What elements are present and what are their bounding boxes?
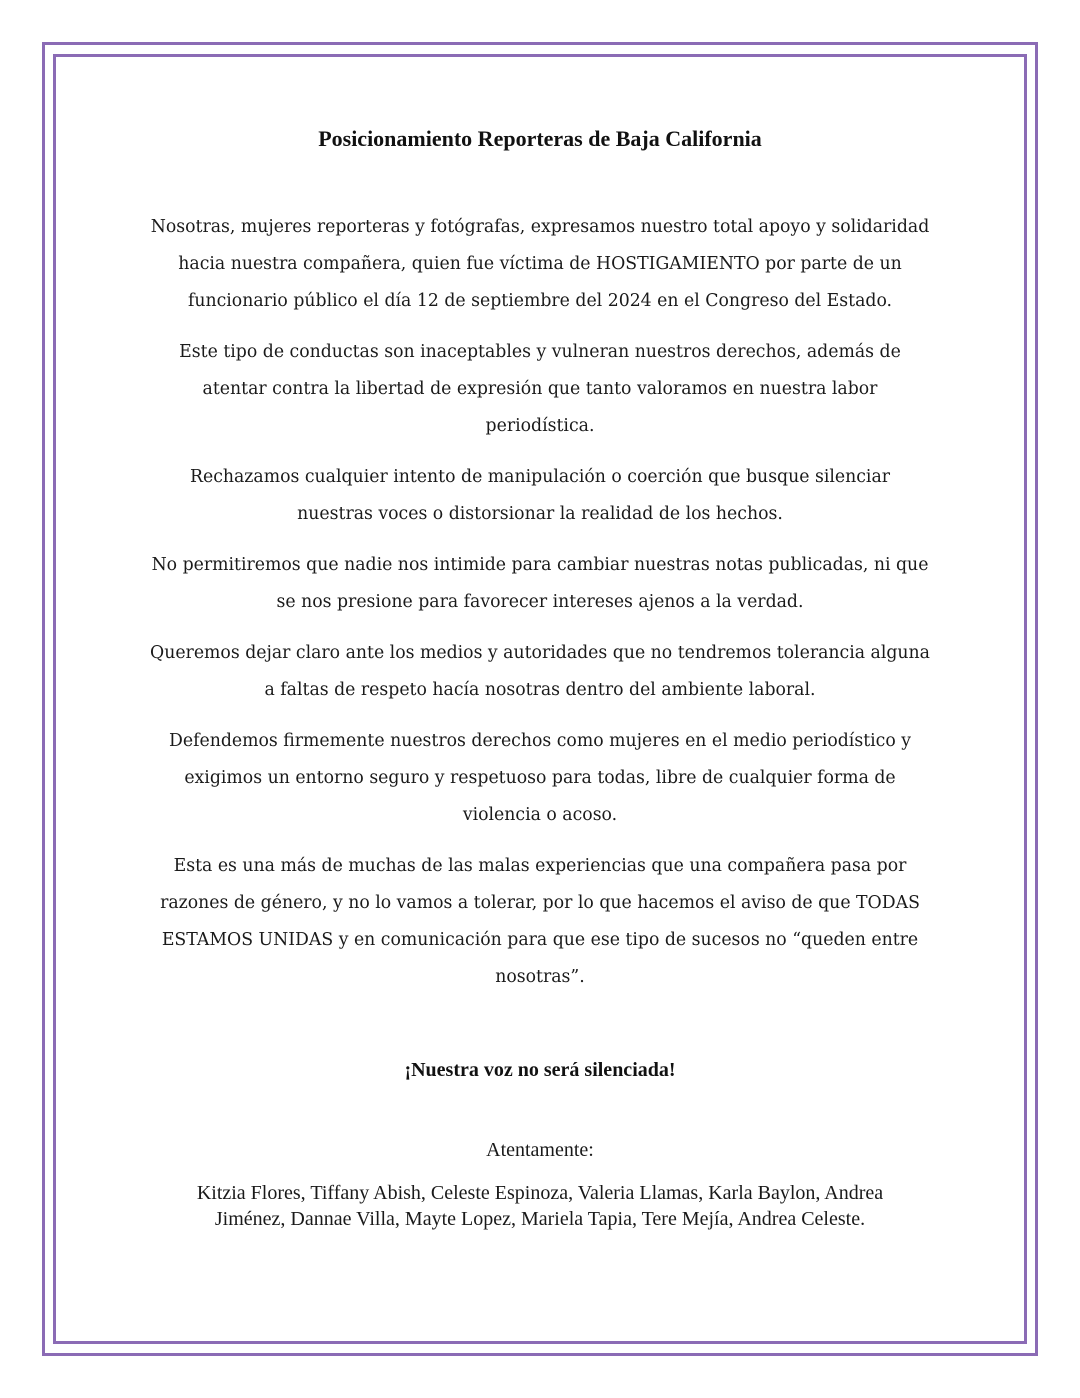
paragraph-united: Esta es una más de muchas de las malas experiencias que una compañera pasa por razones de género, y no lo vamos a tolerar, por lo que hacemos el aviso de que TODAS ESTAMOS UNIDAS y en comunicación para que ese tipo de sucesos no “queden entre nosotras”.	[160, 856, 920, 987]
paragraph-defend: Defendemos firmemente nuestros derechos como mujeres en el medio periodístico y exigimos un entorno seguro y respetuoso para todas, libre de cualquier forma de violencia o acoso.	[168, 731, 912, 825]
signers-list: Kitzia Flores, Tiffany Abish, Celeste Espinoza, Valeria Llamas, Karla Baylon, Andrea Jiménez, Dannae Villa, Mayte Lopez, Mariela Tapia, Tere Mejía, Andrea Celeste.	[196, 1182, 884, 1230]
closing-statement: ¡Nuestra voz no será silenciada!	[404, 1059, 676, 1081]
paragraph-tolerance: Queremos dejar claro ante los medios y autoridades que no tendremos tolerancia alguna a faltas de respeto hacía nosotras dentro del ambiente laboral.	[150, 643, 930, 700]
paragraph-rights: Este tipo de conductas son inaceptables y vulneran nuestros derechos, además de atentar contra la libertad de expresión que tanto valoramos en nuestra labor periodística.	[179, 342, 901, 436]
signature-label: Atentamente:	[486, 1139, 594, 1161]
paragraph-reject: Rechazamos cualquier intento de manipulación o coerción que busque silenciar nuestras voces o distorsionar la realidad de los hechos.	[189, 467, 891, 524]
paragraph-intimidation: No permitiremos que nadie nos intimide para cambiar nuestras notas publicadas, ni que se nos presione para favorecer intereses ajenos a la verdad.	[151, 555, 929, 612]
document-title: Posicionamiento Reporteras de Baja California	[318, 126, 762, 151]
document-body	[150, 209, 930, 1010]
paragraph-support: Nosotras, mujeres reporteras y fotógrafas, expresamos nuestro total apoyo y solidaridad hacia nuestra compañera, quien fue víctima de HOSTIGAMIENTO por parte de un funcionario público el día 12 de septiembre del 2024 en el Congreso del Estado.	[150, 217, 930, 311]
